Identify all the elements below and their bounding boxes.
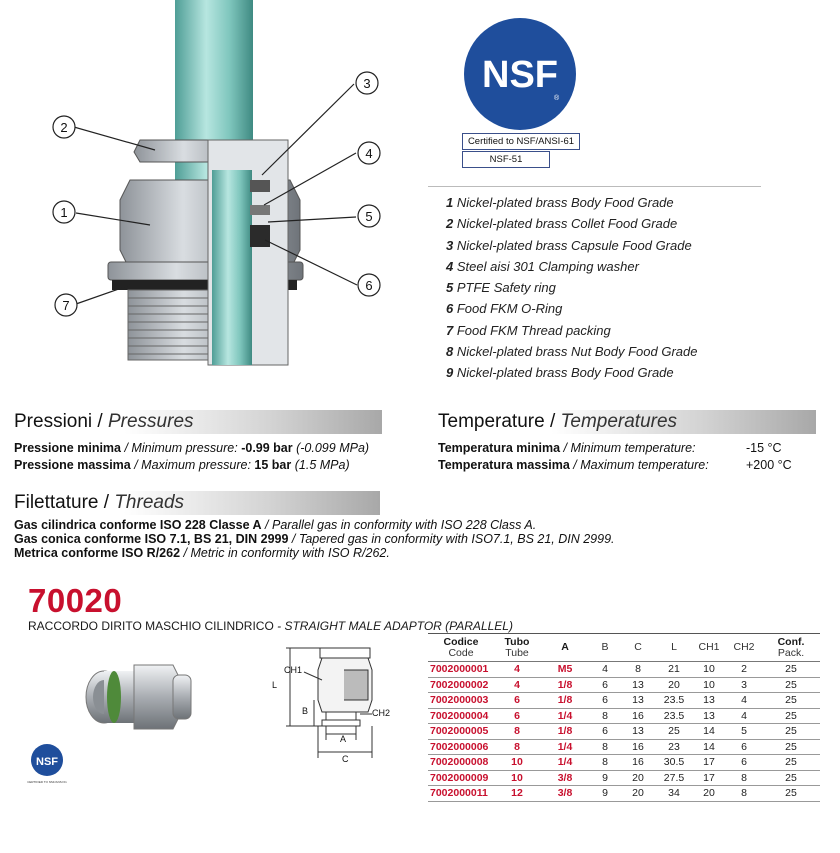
cell-c: 16: [620, 755, 656, 771]
cell-pack: 25: [762, 770, 820, 786]
thread-line: Metrica conforme ISO R/262 / Metric in conformity with ISO R/262.: [14, 546, 390, 560]
cell-c: 13: [620, 677, 656, 693]
cell-a: 1/8: [540, 677, 590, 693]
callout-1: 1: [60, 205, 68, 220]
cell-tube: 6: [494, 693, 540, 709]
nsf-standard-label: NSF-51: [462, 151, 550, 168]
drawing-label-ch2: CH2: [372, 708, 391, 718]
pressure-max-line: Pressione massima / Maximum pressure: 15 bar (1.5 MPa): [14, 458, 350, 472]
cell-tube: 8: [494, 739, 540, 755]
cell-ch1: 14: [692, 739, 726, 755]
cell-a: 1/8: [540, 693, 590, 709]
materials-divider: [428, 186, 761, 187]
cell-l: 23.5: [656, 693, 692, 709]
cell-a: 1/4: [540, 708, 590, 724]
cell-c: 13: [620, 724, 656, 740]
table-header-row: [428, 634, 820, 662]
nsf-registered-mark: ®: [554, 95, 560, 102]
material-item: 9 Nickel-plated brass Body Food Grade: [446, 365, 674, 381]
col-header-tube: Tubo Tube: [494, 634, 540, 662]
fitting-cutaway-illustration: [0, 0, 420, 390]
cell-ch2: 6: [726, 755, 762, 771]
table-row: [428, 662, 820, 678]
cell-l: 34: [656, 786, 692, 802]
cell-c: 20: [620, 786, 656, 802]
nsf-small-badge-text: NSF: [36, 756, 58, 768]
materials-list: [446, 192, 776, 384]
pressure-min-line: Pressione minima / Minimum pressure: -0.99 bar (-0.099 MPa): [14, 441, 370, 455]
cell-a: 1/4: [540, 739, 590, 755]
material-item: 5 PTFE Safety ring: [446, 280, 556, 296]
cell-ch2: 4: [726, 693, 762, 709]
table-row: [428, 677, 820, 693]
col-header-pack: Conf. Pack.: [762, 634, 820, 662]
table-row: [428, 755, 820, 771]
cell-code: 7002000003: [428, 693, 494, 709]
nsf-logo-text: NSF: [482, 54, 558, 96]
cell-pack: 25: [762, 786, 820, 802]
cell-pack: 25: [762, 724, 820, 740]
table-row: [428, 724, 820, 740]
nsf-small-badge-caption: CERTIFIED TO NSF/ANSI 61: [27, 780, 67, 784]
cell-tube: 6: [494, 708, 540, 724]
cell-ch1: 17: [692, 755, 726, 771]
cell-ch2: 2: [726, 662, 762, 678]
cell-code: 7002000011: [428, 786, 494, 802]
thread-line: Gas cilindrica conforme ISO 228 Classe A / Parallel gas in conformity with ISO 228 Class A.: [14, 518, 537, 532]
cell-ch2: 4: [726, 708, 762, 724]
cell-c: 16: [620, 739, 656, 755]
cell-l: 30.5: [656, 755, 692, 771]
cell-pack: 25: [762, 662, 820, 678]
product-table: [428, 633, 820, 802]
thread-line: Gas conica conforme ISO 7.1, BS 21, DIN 2999 / Tapered gas in conformity with ISO7.1, BS 21, DIN 2999.: [14, 532, 615, 546]
cell-ch1: 10: [692, 677, 726, 693]
temperature-min-line: Temperatura minima / Minimum temperature:: [438, 441, 696, 455]
cell-a: 1/4: [540, 755, 590, 771]
cell-a: 3/8: [540, 786, 590, 802]
material-item: 1 Nickel-plated brass Body Food Grade: [446, 195, 674, 210]
cell-code: 7002000006: [428, 739, 494, 755]
cell-code: 7002000004: [428, 708, 494, 724]
cell-tube: 12: [494, 786, 540, 802]
cell-ch1: 14: [692, 724, 726, 740]
cell-l: 27.5: [656, 770, 692, 786]
cell-pack: 25: [762, 693, 820, 709]
cell-c: 20: [620, 770, 656, 786]
callout-4: 4: [365, 146, 373, 161]
drawing-label-a: A: [340, 734, 347, 744]
cell-ch2: 5: [726, 724, 762, 740]
cell-code: 7002000002: [428, 677, 494, 693]
col-header-a: A: [540, 634, 590, 662]
cell-l: 21: [656, 662, 692, 678]
callout-2: 2: [60, 120, 68, 135]
cell-l: 23: [656, 739, 692, 755]
table-row: [428, 786, 820, 802]
cell-a: 1/8: [540, 724, 590, 740]
pressures-header: Pressioni / Pressures: [14, 410, 382, 434]
cell-b: 6: [590, 693, 620, 709]
nsf-logo: [463, 17, 577, 131]
cell-tube: 10: [494, 755, 540, 771]
cell-code: 7002000008: [428, 755, 494, 771]
cell-ch2: 8: [726, 770, 762, 786]
cell-code: 7002000001: [428, 662, 494, 678]
callout-3: 3: [363, 76, 371, 91]
cell-ch2: 8: [726, 786, 762, 802]
nsf-certified-label: Certified to NSF/ANSI-61: [462, 133, 580, 150]
threads-header: Filettature / Threads: [14, 491, 380, 515]
product-description: RACCORDO DIRITO MASCHIO CILINDRICO - STRAIGHT MALE ADAPTOR (PARALLEL): [28, 619, 513, 633]
nsf-small-badge: [27, 743, 67, 791]
cell-code: 7002000005: [428, 724, 494, 740]
drawing-label-c: C: [342, 754, 349, 764]
material-item: 8 Nickel-plated brass Nut Body Food Grade: [446, 344, 698, 360]
product-photo: [78, 655, 196, 740]
cell-a: M5: [540, 662, 590, 678]
cell-ch2: 3: [726, 677, 762, 693]
callout-7: 7: [62, 298, 70, 313]
cell-b: 6: [590, 677, 620, 693]
cell-ch2: 6: [726, 739, 762, 755]
cell-pack: 25: [762, 708, 820, 724]
drawing-label-b: B: [302, 706, 309, 716]
material-item: 3 Nickel-plated brass Capsule Food Grade: [446, 237, 692, 253]
cell-l: 20: [656, 677, 692, 693]
cell-tube: 8: [494, 724, 540, 740]
cell-b: 6: [590, 724, 620, 740]
cell-b: 9: [590, 770, 620, 786]
cell-code: 7002000009: [428, 770, 494, 786]
col-header-code: Codice Code: [428, 634, 494, 662]
cell-ch1: 17: [692, 770, 726, 786]
cell-tube: 10: [494, 770, 540, 786]
temperature-min-value: -15 °C: [746, 441, 782, 455]
temperature-header: Temperature / Temperatures: [438, 410, 816, 434]
col-header-b: B: [590, 634, 620, 662]
cell-l: 23.5: [656, 708, 692, 724]
table-row: [428, 739, 820, 755]
material-item: 4 Steel aisi 301 Clamping washer: [446, 258, 639, 274]
cell-ch1: 13: [692, 708, 726, 724]
drawing-label-l: L: [272, 680, 278, 690]
cell-tube: 4: [494, 677, 540, 693]
col-header-ch2: CH2: [726, 634, 762, 662]
temperature-max-value: +200 °C: [746, 458, 792, 472]
col-header-ch1: CH1: [692, 634, 726, 662]
table-row: [428, 693, 820, 709]
cell-c: 8: [620, 662, 656, 678]
table-row: [428, 708, 820, 724]
technical-drawing: [262, 640, 402, 770]
temperature-max-line: Temperatura massima / Maximum temperature:: [438, 458, 709, 472]
cell-b: 8: [590, 739, 620, 755]
material-item: 6 Food FKM O-Ring: [446, 301, 563, 317]
cell-b: 8: [590, 708, 620, 724]
cell-pack: 25: [762, 739, 820, 755]
cell-a: 3/8: [540, 770, 590, 786]
material-item: 2 Nickel-plated brass Collet Food Grade: [446, 216, 678, 232]
cell-b: 8: [590, 755, 620, 771]
cell-b: 4: [590, 662, 620, 678]
cell-ch1: 20: [692, 786, 726, 802]
callout-5: 5: [365, 209, 373, 224]
cell-tube: 4: [494, 662, 540, 678]
cell-b: 9: [590, 786, 620, 802]
table-row: [428, 770, 820, 786]
cell-c: 13: [620, 693, 656, 709]
drawing-label-ch1: CH1: [284, 665, 303, 675]
col-header-l: L: [656, 634, 692, 662]
material-item: 7 Food FKM Thread packing: [446, 322, 611, 338]
cell-c: 16: [620, 708, 656, 724]
cell-pack: 25: [762, 755, 820, 771]
cell-ch1: 10: [692, 662, 726, 678]
cell-ch1: 13: [692, 693, 726, 709]
product-model-number: 70020: [28, 582, 123, 619]
cell-pack: 25: [762, 677, 820, 693]
col-header-c: C: [620, 634, 656, 662]
cell-l: 25: [656, 724, 692, 740]
callout-6: 6: [365, 278, 373, 293]
